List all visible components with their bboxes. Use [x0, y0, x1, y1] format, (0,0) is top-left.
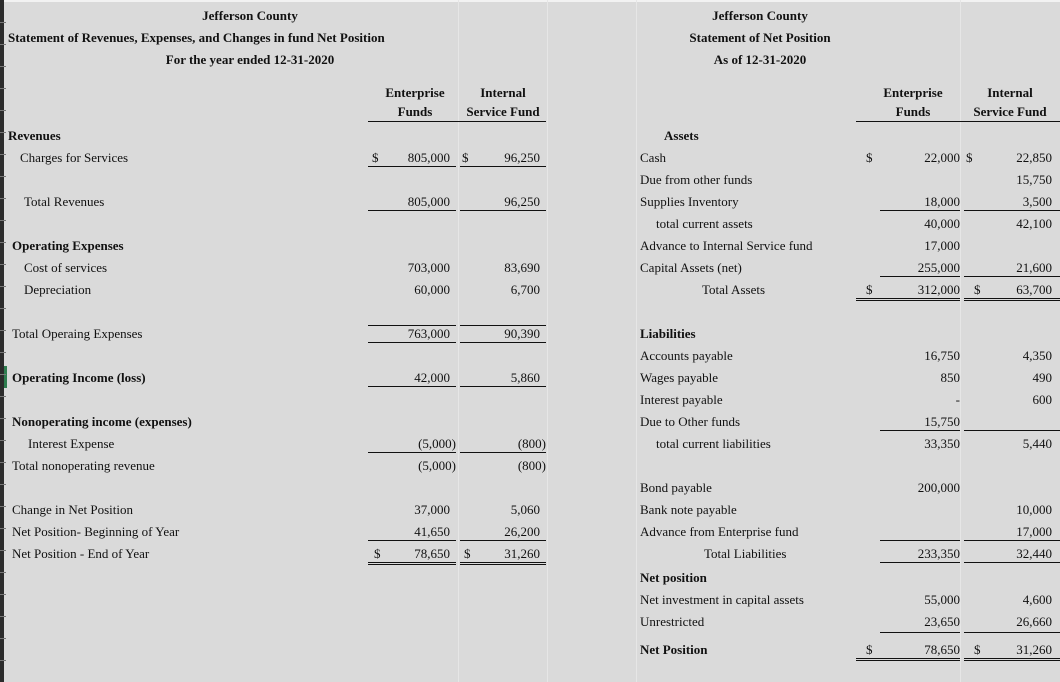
row-divider: [0, 132, 6, 133]
underline: [460, 342, 546, 343]
right-due-to-enterprise: 15,750: [924, 414, 960, 429]
right-accounts-payable-enterprise: 16,750: [924, 348, 960, 363]
right-net-position-enterprise: 78,650: [924, 642, 960, 657]
left-total-revenues-internal: 96,250: [504, 194, 540, 209]
left-depreciation-internal: 6,700: [510, 282, 540, 297]
left-beginning-internal: 26,200: [504, 524, 540, 539]
right-bond-payable-label: Bond payable: [640, 480, 712, 495]
right-net-investment-enterprise: 55,000: [924, 592, 960, 607]
right-wages-payable-enterprise: 850: [940, 370, 960, 385]
right-interest-payable-label: Interest payable: [640, 392, 723, 407]
row-divider: [0, 352, 6, 353]
row-divider: [0, 638, 6, 639]
currency-symbol: $: [974, 282, 981, 297]
left-ending-label: Net Position - End of Year: [12, 546, 150, 561]
double-underline: [856, 658, 960, 661]
left-beginning-label: Net Position- Beginning of Year: [12, 524, 180, 539]
right-interest-payable-internal: 600: [1032, 392, 1052, 407]
currency-symbol: $: [866, 282, 873, 297]
left-header-underline: [368, 121, 546, 122]
left-change-internal: 5,060: [510, 502, 540, 517]
right-supplies-label: Supplies Inventory: [640, 194, 739, 209]
row-divider: [0, 462, 6, 463]
currency-symbol: $: [866, 642, 873, 657]
double-underline: [460, 562, 546, 565]
left-title-statement: Statement of Revenues, Expenses, and Changes in fund Net Position: [8, 30, 385, 45]
row-divider: [0, 440, 6, 441]
underline: [368, 540, 456, 541]
left-interest-expense-label: Interest Expense: [28, 436, 115, 451]
left-change-label: Change in Net Position: [12, 502, 133, 517]
right-header-underline: [856, 121, 1060, 122]
left-total-nonoperating-enterprise: (5,000): [418, 458, 456, 473]
right-net-position-total-label: Net Position: [640, 642, 708, 657]
right-advance-to-enterprise: 17,000: [924, 238, 960, 253]
right-unrestricted-enterprise: 23,650: [924, 614, 960, 629]
right-unrestricted-internal: 26,660: [1016, 614, 1052, 629]
left-title-period: For the year ended 12-31-2020: [165, 52, 335, 67]
row-divider: [0, 286, 6, 287]
left-cost-enterprise: 703,000: [407, 260, 450, 275]
row-divider: [0, 66, 6, 67]
left-total-operating-expenses-enterprise: 763,000: [407, 326, 450, 341]
left-charges-enterprise: 805,000: [407, 150, 450, 165]
underline: [880, 540, 960, 541]
left-beginning-enterprise: 41,650: [414, 524, 450, 539]
sheet-top-border: [0, 0, 1060, 2]
row-divider: [0, 88, 6, 89]
currency-symbol: $: [974, 642, 981, 657]
right-bank-note-label: Bank note payable: [640, 502, 737, 517]
left-interest-expense-internal: (800): [517, 436, 546, 451]
row-divider: [0, 484, 6, 485]
underline: [460, 540, 546, 541]
left-depreciation-enterprise: 60,000: [414, 282, 450, 297]
row-divider: [0, 198, 6, 199]
left-col-internal-header: Internal: [480, 85, 526, 100]
left-total-nonoperating-internal: (800): [517, 458, 546, 473]
left-interest-expense-enterprise: (5,000): [418, 436, 456, 451]
row-divider: [0, 550, 6, 551]
left-operating-income-label: Operating Income (loss): [12, 370, 146, 385]
left-total-revenues-enterprise: 805,000: [407, 194, 450, 209]
currency-symbol: $: [462, 150, 469, 165]
underline: [964, 632, 1060, 633]
underline: [964, 540, 1060, 541]
left-total-operating-expenses-label: Total Operaing Expenses: [12, 326, 143, 341]
currency-symbol: $: [372, 150, 379, 165]
left-charges-internal: 96,250: [504, 150, 540, 165]
double-underline: [368, 562, 456, 565]
underline: [368, 210, 456, 211]
left-title-county: Jefferson County: [202, 8, 298, 23]
row-divider: [0, 396, 6, 397]
right-bank-note-internal: 10,000: [1016, 502, 1052, 517]
left-operating-income-enterprise: 42,000: [414, 370, 450, 385]
right-cash-label: Cash: [640, 150, 666, 165]
underline: [964, 562, 1060, 563]
left-revenues-heading: Revenues: [8, 128, 61, 143]
currency-symbol: $: [966, 150, 973, 165]
left-total-revenues-label: Total Revenues: [24, 194, 105, 209]
underline: [368, 342, 456, 343]
right-due-from-label: Due from other funds: [640, 172, 753, 187]
underline: [880, 632, 960, 633]
selected-cell-indicator: [4, 366, 7, 388]
column-gridline: [960, 0, 961, 682]
left-cost-internal: 83,690: [504, 260, 540, 275]
underline: [460, 210, 546, 211]
row-divider: [0, 176, 6, 177]
column-gridline: [547, 0, 548, 682]
row-divider: [0, 418, 6, 419]
right-total-liabilities-enterprise: 233,350: [917, 546, 960, 561]
underline: [368, 452, 456, 453]
right-total-current-liabilities-enterprise: 33,350: [924, 436, 960, 451]
right-total-current-assets-enterprise: 40,000: [924, 216, 960, 231]
underline: [460, 386, 546, 387]
underline: [880, 276, 960, 277]
right-capital-assets-enterprise: 255,000: [917, 260, 960, 275]
right-interest-payable-enterprise: -: [955, 392, 960, 407]
right-unrestricted-label: Unrestricted: [640, 614, 705, 629]
column-gridline: [636, 0, 637, 682]
right-net-position-heading: Net position: [640, 570, 707, 585]
underline: [964, 430, 1060, 431]
right-total-assets-enterprise: 312,000: [917, 282, 960, 297]
underline: [880, 430, 960, 431]
double-underline: [964, 298, 1060, 301]
left-col-enterprise-header: Enterprise: [385, 85, 445, 100]
right-accounts-payable-label: Accounts payable: [640, 348, 733, 363]
right-advance-from-internal: 17,000: [1016, 524, 1052, 539]
right-title-date: As of 12-31-2020: [713, 52, 807, 67]
underline: [460, 166, 546, 167]
underline: [964, 276, 1060, 277]
currency-symbol: $: [866, 150, 873, 165]
left-charges-label: Charges for Services: [20, 150, 129, 165]
right-advance-from-label: Advance from Enterprise fund: [640, 524, 799, 539]
right-total-current-liabilities-label: total current liabilities: [656, 436, 771, 451]
right-assets-heading: Assets: [664, 128, 699, 143]
right-total-current-liabilities-internal: 5,440: [1022, 436, 1052, 451]
left-col-enterprise-header-2: Funds: [397, 104, 433, 119]
row-divider: [0, 264, 6, 265]
row-divider: [0, 154, 6, 155]
right-due-from-internal: 15,750: [1016, 172, 1052, 187]
row-divider: [0, 330, 6, 331]
row-divider: [0, 220, 6, 221]
right-supplies-internal: 3,500: [1022, 194, 1052, 209]
right-capital-assets-internal: 21,600: [1016, 260, 1052, 275]
left-total-operating-expenses-internal: 90,390: [504, 326, 540, 341]
left-nonoperating-heading: Nonoperating income (expenses): [12, 414, 192, 429]
left-operating-income-internal: 5,860: [510, 370, 540, 385]
right-col-enterprise-header-2: Funds: [895, 104, 931, 119]
right-total-assets-internal: 63,700: [1016, 282, 1052, 297]
right-net-position-internal: 31,260: [1016, 642, 1052, 657]
right-title-county: Jefferson County: [712, 8, 808, 23]
right-col-enterprise-header: Enterprise: [883, 85, 943, 100]
right-total-current-assets-internal: 42,100: [1016, 216, 1052, 231]
right-title-statement: Statement of Net Position: [689, 30, 831, 45]
right-col-internal-header: Internal: [987, 85, 1033, 100]
left-total-nonoperating-label: Total nonoperating revenue: [12, 458, 155, 473]
row-divider: [0, 528, 6, 529]
row-divider: [0, 44, 6, 45]
right-total-liabilities-internal: 32,440: [1016, 546, 1052, 561]
row-divider: [0, 594, 6, 595]
right-advance-to-label: Advance to Internal Service fund: [640, 238, 813, 253]
left-cost-label: Cost of services: [24, 260, 108, 275]
underline: [368, 386, 456, 387]
left-ending-internal: 31,260: [504, 546, 540, 561]
row-divider: [0, 506, 6, 507]
left-operating-expenses-heading: Operating Expenses: [12, 238, 124, 253]
right-net-investment-internal: 4,600: [1022, 592, 1052, 607]
underline: [460, 452, 546, 453]
left-change-enterprise: 37,000: [414, 502, 450, 517]
right-cash-enterprise: 22,000: [924, 150, 960, 165]
underline: [880, 210, 960, 211]
row-divider: [0, 22, 6, 23]
right-total-assets-label: Total Assets: [702, 282, 766, 297]
currency-symbol: $: [464, 546, 471, 561]
underline: [964, 210, 1060, 211]
right-supplies-enterprise: 18,000: [924, 194, 960, 209]
right-liabilities-heading: Liabilities: [640, 326, 696, 341]
right-due-to-label: Due to Other funds: [640, 414, 741, 429]
right-col-internal-header-2: Service Fund: [973, 104, 1047, 119]
double-underline: [856, 298, 960, 301]
left-depreciation-label: Depreciation: [24, 282, 92, 297]
row-divider: [0, 110, 6, 111]
row-divider: [0, 374, 6, 375]
right-total-current-assets-label: total current assets: [656, 216, 753, 231]
left-col-internal-header-2: Service Fund: [466, 104, 540, 119]
right-bond-payable-enterprise: 200,000: [917, 480, 960, 495]
row-divider: [0, 242, 6, 243]
column-gridline: [458, 0, 459, 682]
right-capital-assets-label: Capital Assets (net): [640, 260, 742, 275]
underline: [880, 562, 960, 563]
row-divider: [0, 572, 6, 573]
right-wages-payable-label: Wages payable: [640, 370, 718, 385]
right-wages-payable-internal: 490: [1032, 370, 1052, 385]
currency-symbol: $: [374, 546, 381, 561]
double-underline: [964, 658, 1060, 661]
right-total-liabilities-label: Total Liabilities: [704, 546, 787, 561]
row-divider: [0, 616, 6, 617]
row-divider: [0, 660, 6, 661]
right-accounts-payable-internal: 4,350: [1022, 348, 1052, 363]
row-divider: [0, 308, 6, 309]
underline: [368, 166, 456, 167]
right-net-investment-label: Net investment in capital assets: [640, 592, 804, 607]
right-cash-internal: 22,850: [1016, 150, 1052, 165]
left-ending-enterprise: 78,650: [414, 546, 450, 561]
row-header-strip: [0, 0, 4, 682]
